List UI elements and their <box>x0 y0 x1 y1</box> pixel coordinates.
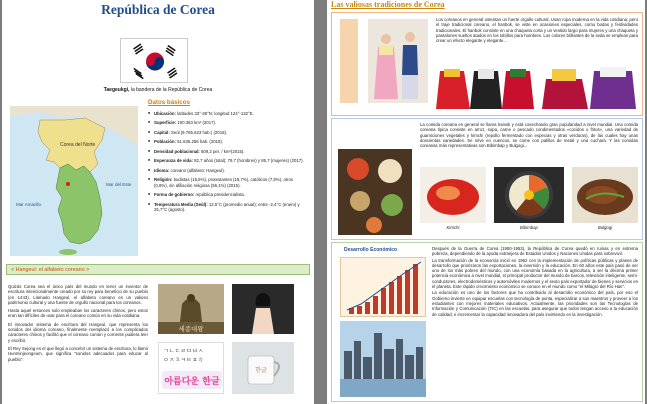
page-two <box>327 0 645 404</box>
map-label-north: Corea del Norte <box>60 142 96 148</box>
basic-facts-list <box>148 111 308 216</box>
fact-item <box>148 130 308 135</box>
traditions-heading: Las valiosas tradiciones de Corea <box>331 0 445 9</box>
economy-paragraph: Después de la Guerra de Corea (1950-1953), la República de Corea quedó en ruinas y en extrema pobreza, dependiendo de la ayuda extranjera de Estados Unidos y Naciones Unidas para sobrevivir. <box>432 246 638 257</box>
bibimbap-label: Bibimbap <box>520 225 538 230</box>
news-watermark: news 1 <box>574 376 637 395</box>
flag-caption-bold: Taegeukgi, <box>103 87 130 93</box>
bibimbap-photo <box>494 167 564 223</box>
fact-label: Densidad poblacional: <box>154 148 200 154</box>
section-accent-strip <box>340 19 358 103</box>
hanbok-garments-photo <box>436 65 536 111</box>
hanbok-woman-photo <box>232 284 294 334</box>
hangeul-paragraph: Hasta aquel entonces solo empleaban los caracteres chinos, pero estos eran tan difíciles de usar para el coreano común en su vida cotidiana. <box>8 308 148 319</box>
fact-label: Esperanza de vida: <box>154 158 193 164</box>
svg-text:ㅇㅈㅊㅋㅌㅍㅎ: ㅇㅈㅊㅋㅌㅍㅎ <box>163 357 204 364</box>
hangeul-paragraph: Quizás Corea sea el único país del mundo en tener un inventor de escritura intencionalmente creado por su rey para beneficio de su pueblo (en 1443). Llamado Hangeul, el alfabeto coreano es un valioso patrimonio cultural y una fuente de orgullo nacional para los coreanos. <box>8 284 148 305</box>
fact-item <box>148 192 308 197</box>
fact-value: budistas (15,5%), protestantes (19,7%), católicos (7,9%), otros (0,8%), sin afiliación religiosa (56,1%) (2015). <box>154 177 293 188</box>
seoul-skyline-photo <box>340 321 426 397</box>
hangeul-consonants-graphic <box>158 342 224 394</box>
food-section <box>331 118 643 240</box>
hangeul-heading: < Hangeul: el alfabeto coreano > <box>6 264 310 275</box>
fact-value: latitudes 33°-38°N; longitud 124°-132°E. <box>175 111 254 116</box>
hangeul-colored-word: 아름다운 한글 <box>164 377 220 387</box>
flag-caption <box>2 87 314 93</box>
fact-label: Población: <box>154 139 176 145</box>
map-label-yellow-sea: Mar Amarillo <box>16 202 42 207</box>
kimchi-label: Kimchi <box>446 225 460 230</box>
fact-value: 82,7 años (total); 79,7 (hombres) y 85,7 (mujeres) (2017). <box>192 158 304 164</box>
page-one <box>2 0 314 404</box>
fact-item <box>148 168 308 173</box>
hangeul-paragraph: El innovador sistema de escritura del Hangeul, que representa los sonidos del idioma coreano, finalmente reemplazó a los complicados caracteres chinos y facilitó que el coreano común y corriente pudiera leer y escribir. <box>8 321 148 343</box>
economy-growth-chart-image <box>340 257 426 317</box>
hanbok-text: Los coreanos en general ostentan un fuerte orgullo cultural. Usan ropa moderna en la vida cotidiana, pero el traje tradicional coreano, el hanbok, se viste en ocasiones especiales, como bodas y festividades tradicionales. El hanbok consiste en una chaqueta corta y un vestido largo para mujeres y una chaqueta y pantalones sueltos atados en los tobillos para hombres. Los colores brillantes de la seda se emplean para crear un efecto elegante y elegante... <box>436 17 638 44</box>
fact-label: Religión: <box>154 177 173 183</box>
hangeul-sign-text: 세종대왕 <box>178 325 204 333</box>
svg-text:ㄱㄴㄷㄹㅁㅂㅅ: ㄱㄴㄷㄹㅁㅂㅅ <box>163 348 204 355</box>
flag-caption-rest: la bandera de la República de Corea <box>129 87 213 93</box>
food-text: La comida coreana en general se llama hansik y está cosechando gran popularidad a nivel mundial. Una comida coreana típica consiste en arroz, sopa, carne o pescado condimentados «cocidos o fritos», una variedad de guarniciones vegetales y kimchi (repollo fermentado con especias y otras verduras), de las cuales hay unas doscientas variedades. Se sirve en cuencos, se come con palillos de metal y una cuchara. Y las comidas coreanas más representativas son Bibimbap y Bulgogi... <box>420 122 638 149</box>
fact-item <box>148 202 308 213</box>
fact-item <box>148 139 308 144</box>
economy-paragraph: La transformación de la economía inició en 1962 con la implementación de políticas públicas y planes de desarrollo que priorizaron las exportaciones, la inversión y la educación. En 60 años este país pasó de ser uno de los más pobres del mundo, con una economía basada en la agricultura, a ser la décima primer potencia económica a nivel mundial, el principal productor del mundo de barcos, televisión inteligente, semi-conductores, electrodomésticos y automóviles modernos y el sexto país exportador de bienes y servicios en el planeta. Este rápido crecimiento económico se conoce en el mundo como "el Milagro del Río Han". <box>432 257 638 290</box>
economy-chart-title: Desarrollo Económico <box>344 247 398 253</box>
fact-label: Forma de gobierno: <box>154 192 195 198</box>
king-sejong-statue-photo <box>158 284 224 334</box>
korean-table-photo <box>338 149 412 235</box>
fact-value: 100.363 km² (2017). <box>176 120 217 126</box>
fact-label: Superficie: <box>154 120 177 126</box>
hanbok-couple-photo <box>368 19 428 103</box>
fact-value: 509,2 per. / km²(2015). <box>199 148 245 154</box>
basic-data-heading: Datos básicos <box>148 99 190 106</box>
fact-value: 12,5°C (promedio anual); entre -2,4°C (enero) y 25,7°C (agosto). <box>154 201 300 212</box>
map-label-east-sea: Mar del Este <box>106 182 132 187</box>
hanbok-detail-photo <box>542 65 638 111</box>
hangeul-paragraph: El Rey Sejong es el que llegó a concebir un sistema de escritura, lo llamó Hunminjeongeum, que significa "sonidos adecuados para educar al pueblo". <box>8 345 148 362</box>
hangeul-text <box>8 284 148 365</box>
bulgogi-photo <box>572 167 638 223</box>
bulgogi-label: Bulgogi <box>597 225 613 230</box>
kimchi-photo <box>420 167 486 223</box>
page-title: República de Corea <box>101 2 215 17</box>
economy-paragraph: La educación es uno de los factores que ha contribuido al desarrollo económico del país, por eso el Gobierno invierte en equipar escuelas con tecnología de punta, especializar a sus maestros y proveer a los estudiantes con mejores materiales educativos. Actualmente, las prioridades son las Tecnologías de Información y Comunicación (TIC) en las escuelas, para asegurar que todos tengan acceso a la educación de calidad, e incrementar la capacidad innovadora del país invirtiendo en la investigación. <box>432 290 638 317</box>
hangeul-mug-photo <box>232 342 294 394</box>
korea-map-image <box>10 106 138 256</box>
fact-label: Temperatura Media (Seúl): <box>154 201 208 207</box>
fact-value: Seúl (9.765.623 hab.) (2018). <box>169 129 228 135</box>
fact-value: república presidencialista. <box>194 192 245 198</box>
korean-flag-image <box>120 38 188 83</box>
fact-item <box>148 120 308 125</box>
economy-text <box>432 246 638 318</box>
fact-item <box>148 158 308 163</box>
fact-item <box>148 111 308 116</box>
fact-item <box>148 177 308 188</box>
hanbok-section <box>331 12 643 116</box>
fact-label: Capital: <box>154 129 170 135</box>
fact-label: Idioma: <box>154 167 170 173</box>
svg-text:한글: 한글 <box>255 367 267 374</box>
fact-label: Ubicación: <box>154 111 176 116</box>
fact-item <box>148 149 308 154</box>
fact-value: 51.635.256 hab. (2018). <box>175 139 224 145</box>
fact-value: coreano (alfabeto: Hangeul). <box>169 167 225 173</box>
